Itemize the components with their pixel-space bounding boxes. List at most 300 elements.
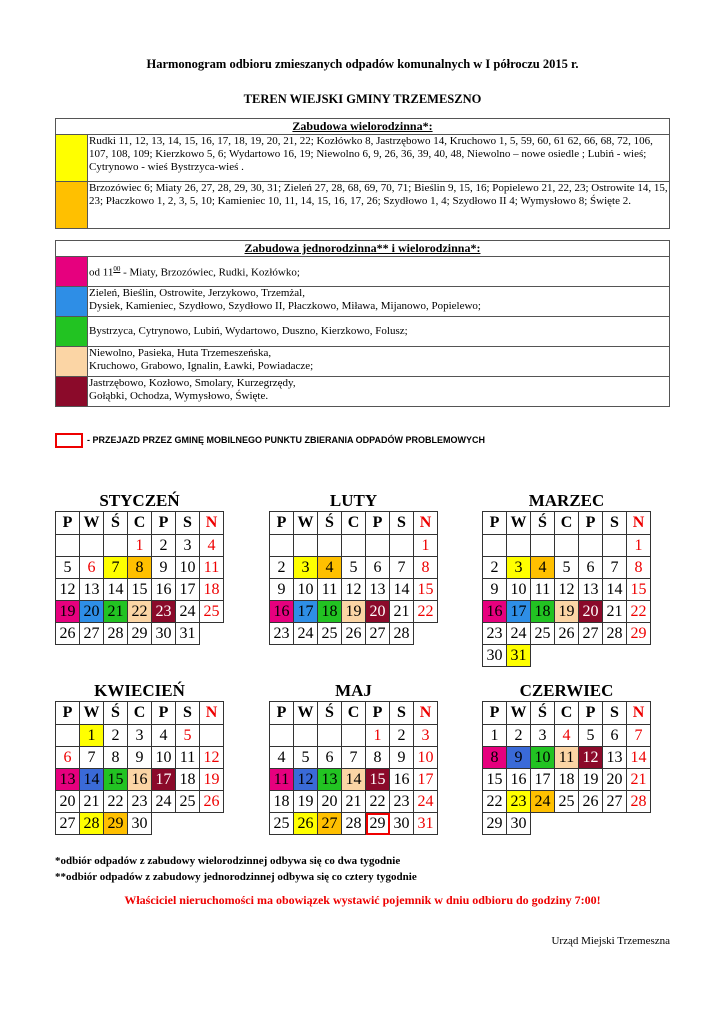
calendar-grid <box>269 701 438 835</box>
calendar-day <box>627 645 651 667</box>
calendar-day <box>318 725 342 747</box>
single-row-green: Bystrzyca, Cytrynowo, Lubiń, Wydartowo, Duszno, Kierzkowo, Folusz; <box>88 317 670 347</box>
weekday-header: P <box>366 512 390 535</box>
calendar-day <box>603 535 627 557</box>
calendar-day: 31 <box>507 645 531 667</box>
calendar-day: 17 <box>152 769 176 791</box>
weekday-header: W <box>80 512 104 535</box>
calendar-week <box>56 769 224 791</box>
calendar-week <box>483 769 651 791</box>
calendar-day <box>294 725 318 747</box>
calendar-week <box>56 535 224 557</box>
calendar-day <box>176 813 200 835</box>
calendar-day <box>531 535 555 557</box>
calendar-day: 2 <box>507 725 531 747</box>
calendar-day: 23 <box>128 791 152 813</box>
calendar-day: 4 <box>270 747 294 769</box>
calendar-day: 15 <box>128 579 152 601</box>
calendar-day: 6 <box>80 557 104 579</box>
month-june <box>482 681 651 835</box>
calendar-day: 7 <box>104 557 128 579</box>
calendar-day <box>318 535 342 557</box>
calendar-day: 13 <box>603 747 627 769</box>
weekday-header: C <box>555 702 579 725</box>
month-name: MARZEC <box>528 491 605 510</box>
calendar-day: 6 <box>603 725 627 747</box>
calendar-day: 22 <box>627 601 651 623</box>
calendar-day: 27 <box>603 791 627 813</box>
calendar-day: 23 <box>390 791 414 813</box>
calendar-day: 8 <box>483 747 507 769</box>
calendar-week <box>483 791 651 813</box>
footnote-single: **odbiór odpadów z zabudowy jednorodzinnej odbywa się co cztery tygodnie <box>55 871 417 883</box>
calendar-week <box>56 791 224 813</box>
calendar-day: 27 <box>80 623 104 645</box>
calendar-day: 14 <box>80 769 104 791</box>
calendar-week <box>56 579 224 601</box>
mobile-point-text: - PRZEJAZD PRZEZ GMINĘ MOBILNEGO PUNKTU ZBIERANIA ODPADÓW PROBLEMOWYCH <box>87 434 485 445</box>
calendar-day: 1 <box>627 535 651 557</box>
calendar-day: 24 <box>294 623 318 645</box>
calendar-day: 1 <box>366 725 390 747</box>
calendar-day: 10 <box>414 747 438 769</box>
calendar-day: 1 <box>80 725 104 747</box>
calendar-day: 25 <box>531 623 555 645</box>
calendar-day: 30 <box>152 623 176 645</box>
calendar-day: 24 <box>414 791 438 813</box>
calendar-day <box>56 725 80 747</box>
weekday-header: P <box>270 512 294 535</box>
calendar-day <box>627 813 651 835</box>
calendar-week <box>483 645 651 667</box>
calendar-day: 2 <box>483 557 507 579</box>
weekday-header: N <box>627 512 651 535</box>
calendar-day: 7 <box>390 557 414 579</box>
weekday-header: N <box>414 512 438 535</box>
calendar-day <box>483 535 507 557</box>
calendar-day: 25 <box>176 791 200 813</box>
calendar-week <box>56 601 224 623</box>
calendar-day <box>507 535 531 557</box>
footnote-multi: *odbiór odpadów z zabudowy wielorodzinnej odbywa się co dwa tygodnie <box>55 855 401 867</box>
calendar-day: 12 <box>579 747 603 769</box>
calendar-day: 5 <box>56 557 80 579</box>
calendar-day <box>270 535 294 557</box>
weekday-header: C <box>342 702 366 725</box>
calendar-day: 14 <box>390 579 414 601</box>
calendar-day: 8 <box>366 747 390 769</box>
calendar-day: 15 <box>414 579 438 601</box>
calendar-day: 21 <box>80 791 104 813</box>
calendar-day: 9 <box>152 557 176 579</box>
calendar-day <box>342 535 366 557</box>
single-row-blue: Zieleń, Bieślin, Ostrowite, Jerzykowo, Trzemżal, Dysiek, Kamieniec, Szydłowo, Szydłowo II, Płaczkowo, Miława, Mijanowo, Popielewo; <box>88 287 670 317</box>
calendar-day: 17 <box>531 769 555 791</box>
calendar-day: 8 <box>104 747 128 769</box>
weekday-header: P <box>483 702 507 725</box>
weekday-header: W <box>80 702 104 725</box>
calendar-day: 11 <box>176 747 200 769</box>
calendar-grid <box>55 701 224 835</box>
calendar-day: 22 <box>366 791 390 813</box>
weekday-header: P <box>483 512 507 535</box>
calendar-week <box>270 791 438 813</box>
calendar-day: 23 <box>152 601 176 623</box>
calendar-day: 29 <box>627 623 651 645</box>
calendar-day <box>555 645 579 667</box>
calendar-day: 18 <box>200 579 224 601</box>
weekday-header: Ś <box>531 512 555 535</box>
weekday-header: Ś <box>104 702 128 725</box>
calendar-day <box>270 725 294 747</box>
calendar-day: 25 <box>270 813 294 835</box>
weekday-header: Ś <box>318 702 342 725</box>
weekday-header: P <box>366 702 390 725</box>
calendar-week <box>483 535 651 557</box>
calendar-week <box>56 813 224 835</box>
calendar-day: 26 <box>342 623 366 645</box>
calendar-week <box>56 557 224 579</box>
calendar-day: 16 <box>128 769 152 791</box>
calendar-day: 21 <box>342 791 366 813</box>
calendar-day: 2 <box>104 725 128 747</box>
calendar-week <box>483 601 651 623</box>
weekday-header: W <box>294 702 318 725</box>
month-name: CZERWIEC <box>519 681 614 700</box>
calendar-day: 28 <box>390 623 414 645</box>
calendar-day: 8 <box>414 557 438 579</box>
signature: Urząd Miejski Trzemeszna <box>551 935 670 947</box>
calendar-day <box>414 623 438 645</box>
calendar-day: 28 <box>104 623 128 645</box>
calendar-day: 15 <box>366 769 390 791</box>
calendar-week <box>270 813 438 835</box>
weekday-header: C <box>128 512 152 535</box>
calendar-day: 6 <box>366 557 390 579</box>
calendar-day <box>200 623 224 645</box>
calendar-day: 8 <box>627 557 651 579</box>
calendar-day: 16 <box>270 601 294 623</box>
swatch-peach <box>56 347 88 377</box>
calendar-week <box>270 579 438 601</box>
calendar-day: 22 <box>104 791 128 813</box>
mobile-point-legend <box>55 433 485 448</box>
weekday-header: Ś <box>318 512 342 535</box>
calendar-day: 23 <box>483 623 507 645</box>
calendar-day: 10 <box>531 747 555 769</box>
weekday-header: P <box>579 512 603 535</box>
calendar-day: 29 <box>104 813 128 835</box>
weekday-header: N <box>200 702 224 725</box>
calendar-day: 4 <box>318 557 342 579</box>
calendar-grid <box>269 511 438 645</box>
calendar-week <box>56 725 224 747</box>
calendar-day: 22 <box>128 601 152 623</box>
calendar-day <box>603 645 627 667</box>
month-name: STYCZEŃ <box>99 491 180 510</box>
calendar-day: 12 <box>294 769 318 791</box>
calendar-day: 13 <box>318 769 342 791</box>
calendar-day: 2 <box>152 535 176 557</box>
calendar-day <box>579 645 603 667</box>
calendar-day: 18 <box>531 601 555 623</box>
month-name: MAJ <box>335 681 372 700</box>
calendar-day: 2 <box>270 557 294 579</box>
calendar-day: 27 <box>366 623 390 645</box>
weekday-header: P <box>270 702 294 725</box>
calendar-day: 29 <box>366 813 390 835</box>
calendar-day: 17 <box>507 601 531 623</box>
calendar-week <box>56 623 224 645</box>
calendar-week <box>483 725 651 747</box>
weekday-header: Ś <box>104 512 128 535</box>
calendar-day: 28 <box>80 813 104 835</box>
calendar-day: 17 <box>294 601 318 623</box>
calendar-day: 25 <box>318 623 342 645</box>
calendar-day: 10 <box>152 747 176 769</box>
calendar-day: 21 <box>627 769 651 791</box>
calendar-day: 3 <box>531 725 555 747</box>
calendar-day <box>390 535 414 557</box>
calendar-day: 15 <box>104 769 128 791</box>
calendar-day: 10 <box>507 579 531 601</box>
weekday-header: W <box>294 512 318 535</box>
calendar-day: 12 <box>342 579 366 601</box>
calendar-day: 21 <box>603 601 627 623</box>
calendar-day <box>579 535 603 557</box>
calendar-day: 20 <box>366 601 390 623</box>
calendar-day: 24 <box>507 623 531 645</box>
calendar-day: 3 <box>128 725 152 747</box>
calendar-day: 9 <box>483 579 507 601</box>
calendar-week <box>483 579 651 601</box>
calendar-day: 19 <box>56 601 80 623</box>
calendar-day: 16 <box>390 769 414 791</box>
calendar-day: 18 <box>555 769 579 791</box>
calendar-day: 14 <box>603 579 627 601</box>
weekday-header: N <box>627 702 651 725</box>
calendar-week <box>270 747 438 769</box>
calendar-day: 8 <box>128 557 152 579</box>
weekday-header: W <box>507 512 531 535</box>
calendar-day: 16 <box>507 769 531 791</box>
calendar-day: 9 <box>390 747 414 769</box>
calendar-day: 12 <box>200 747 224 769</box>
calendar-grid <box>482 701 651 835</box>
calendar-day: 9 <box>128 747 152 769</box>
calendar-day: 27 <box>579 623 603 645</box>
calendar-day: 15 <box>627 579 651 601</box>
weekday-header: P <box>56 702 80 725</box>
calendar-day: 19 <box>579 769 603 791</box>
calendar-day: 30 <box>390 813 414 835</box>
calendar-day: 5 <box>579 725 603 747</box>
calendar-day: 9 <box>270 579 294 601</box>
calendar-day: 11 <box>531 579 555 601</box>
calendar-day <box>531 813 555 835</box>
month-name: KWIECIEŃ <box>94 681 185 700</box>
weekday-header: P <box>152 702 176 725</box>
calendar-day: 24 <box>531 791 555 813</box>
month-may <box>269 681 438 835</box>
calendar-grid <box>55 511 224 645</box>
calendar-day: 18 <box>176 769 200 791</box>
calendar-day: 26 <box>200 791 224 813</box>
calendar-day: 7 <box>80 747 104 769</box>
calendar-day <box>579 813 603 835</box>
calendar-week <box>56 747 224 769</box>
calendar-day: 26 <box>294 813 318 835</box>
calendar-day <box>342 725 366 747</box>
weekday-header: S <box>390 702 414 725</box>
calendar-day: 5 <box>294 747 318 769</box>
calendar-day: 7 <box>603 557 627 579</box>
calendar-week <box>483 747 651 769</box>
calendar-day: 11 <box>318 579 342 601</box>
calendar-day: 22 <box>414 601 438 623</box>
swatch-yellow <box>56 135 88 182</box>
weekday-header: C <box>555 512 579 535</box>
multi-family-header: Zabudowa wielorodzinna*: <box>56 119 670 135</box>
calendar-day <box>56 535 80 557</box>
calendar-day: 6 <box>579 557 603 579</box>
calendar-week <box>270 725 438 747</box>
calendar-day: 20 <box>56 791 80 813</box>
calendar-day: 4 <box>531 557 555 579</box>
calendar-day: 27 <box>318 813 342 835</box>
calendar-day: 10 <box>294 579 318 601</box>
calendar-day: 25 <box>200 601 224 623</box>
calendar-day: 28 <box>627 791 651 813</box>
calendar-day: 18 <box>318 601 342 623</box>
calendar-day: 21 <box>104 601 128 623</box>
calendar-day: 14 <box>342 769 366 791</box>
calendar-day: 26 <box>555 623 579 645</box>
calendar-day: 26 <box>579 791 603 813</box>
weekday-header: S <box>176 512 200 535</box>
calendar-week <box>270 769 438 791</box>
calendar-week <box>270 623 438 645</box>
calendar-week <box>483 557 651 579</box>
month-january <box>55 491 224 645</box>
calendar-day: 20 <box>318 791 342 813</box>
multi-row-yellow: Rudki 11, 12, 13, 14, 15, 16, 17, 18, 19, 20, 21, 22; Kozłówko 8, Jastrzębowo 14, Kruchowo 1, 5, 59, 60, 61 62, 66, 68, 72, 106, 107, 108, 109; Kierzkowo 5, 6; Wydartowo 16, 19; Niewolno 6, 9, 26, 36, 39, 40, 48, Niewolno – nowe osiedle ; Lubiń - wieś; Cytrynowo - wieś Bystrzyca-wieś . <box>88 135 670 182</box>
calendar-day: 14 <box>627 747 651 769</box>
calendar-day: 7 <box>627 725 651 747</box>
calendar-day: 16 <box>483 601 507 623</box>
calendar-day: 18 <box>270 791 294 813</box>
swatch-blue <box>56 287 88 317</box>
month-march <box>482 491 651 667</box>
month-february <box>269 491 438 645</box>
weekday-header: C <box>128 702 152 725</box>
calendar-day: 13 <box>579 579 603 601</box>
calendar-day <box>366 535 390 557</box>
month-april <box>55 681 224 835</box>
calendar-day: 5 <box>176 725 200 747</box>
calendar-day: 16 <box>152 579 176 601</box>
calendar-day <box>603 813 627 835</box>
calendar-day: 23 <box>270 623 294 645</box>
calendar-day: 9 <box>507 747 531 769</box>
calendar-day: 26 <box>56 623 80 645</box>
calendar-day: 17 <box>414 769 438 791</box>
calendar-day: 28 <box>342 813 366 835</box>
calendar-day <box>200 725 224 747</box>
weekday-header: N <box>200 512 224 535</box>
calendar-day: 1 <box>128 535 152 557</box>
page-subtitle: TEREN WIEJSKI GMINY TRZEMESZNO <box>243 92 482 106</box>
calendar-day: 29 <box>128 623 152 645</box>
weekday-header: S <box>603 702 627 725</box>
calendar-day: 6 <box>318 747 342 769</box>
single-family-legend <box>55 240 670 407</box>
calendar-day: 19 <box>342 601 366 623</box>
weekday-header: S <box>390 512 414 535</box>
calendar-day: 5 <box>555 557 579 579</box>
calendar-day: 13 <box>56 769 80 791</box>
mobile-point-marker <box>55 433 83 448</box>
calendar-day: 4 <box>152 725 176 747</box>
warning-text: Właściciel nieruchomości ma obowiązek wystawić pojemnik w dniu odbioru do godziny 7:00! <box>124 893 601 907</box>
multi-family-legend <box>55 118 670 229</box>
single-row-pink: od $11^{00}$ - Miaty, Brzozówiec, Rudki, Kozłówko; <box>88 257 670 287</box>
calendar-day <box>555 813 579 835</box>
swatch-pink <box>56 257 88 287</box>
single-family-header: Zabudowa jednorodzinna** i wielorodzinna*: <box>56 241 670 257</box>
calendar-day <box>200 813 224 835</box>
swatch-green <box>56 317 88 347</box>
calendar-day <box>152 813 176 835</box>
calendar-day: 11 <box>270 769 294 791</box>
calendar-day: 3 <box>507 557 531 579</box>
calendar-grid <box>482 511 651 667</box>
calendar-day: 4 <box>200 535 224 557</box>
calendar-day: 7 <box>342 747 366 769</box>
calendar-day: 4 <box>555 725 579 747</box>
weekday-header: P <box>152 512 176 535</box>
calendar-day: 19 <box>555 601 579 623</box>
calendar-day: 15 <box>483 769 507 791</box>
calendar-day: 3 <box>294 557 318 579</box>
weekday-header: N <box>414 702 438 725</box>
calendar-day: 28 <box>603 623 627 645</box>
calendar-day: 11 <box>555 747 579 769</box>
calendar-day: 1 <box>483 725 507 747</box>
calendar-day <box>531 645 555 667</box>
calendar-day: 13 <box>366 579 390 601</box>
calendar-day: 12 <box>555 579 579 601</box>
calendar-day: 25 <box>555 791 579 813</box>
calendar-week <box>483 623 651 645</box>
swatch-orange <box>56 182 88 229</box>
calendar-day <box>294 535 318 557</box>
calendar-day: 31 <box>414 813 438 835</box>
calendar-day <box>80 535 104 557</box>
calendar-day: 30 <box>507 813 531 835</box>
weekday-header: S <box>176 702 200 725</box>
calendar-day: 29 <box>483 813 507 835</box>
calendar-week <box>270 535 438 557</box>
calendar-day <box>104 535 128 557</box>
calendar-week <box>483 813 651 835</box>
single-row-maroon: Jastrzębowo, Kozłowo, Smolary, Kurzegrzędy, Gołąbki, Ochodza, Wymysłowo, Święte. <box>88 377 670 407</box>
calendar-day: 21 <box>390 601 414 623</box>
calendar-day: 2 <box>390 725 414 747</box>
calendar-day: 31 <box>176 623 200 645</box>
weekday-header: Ś <box>531 702 555 725</box>
calendar-day: 3 <box>176 535 200 557</box>
